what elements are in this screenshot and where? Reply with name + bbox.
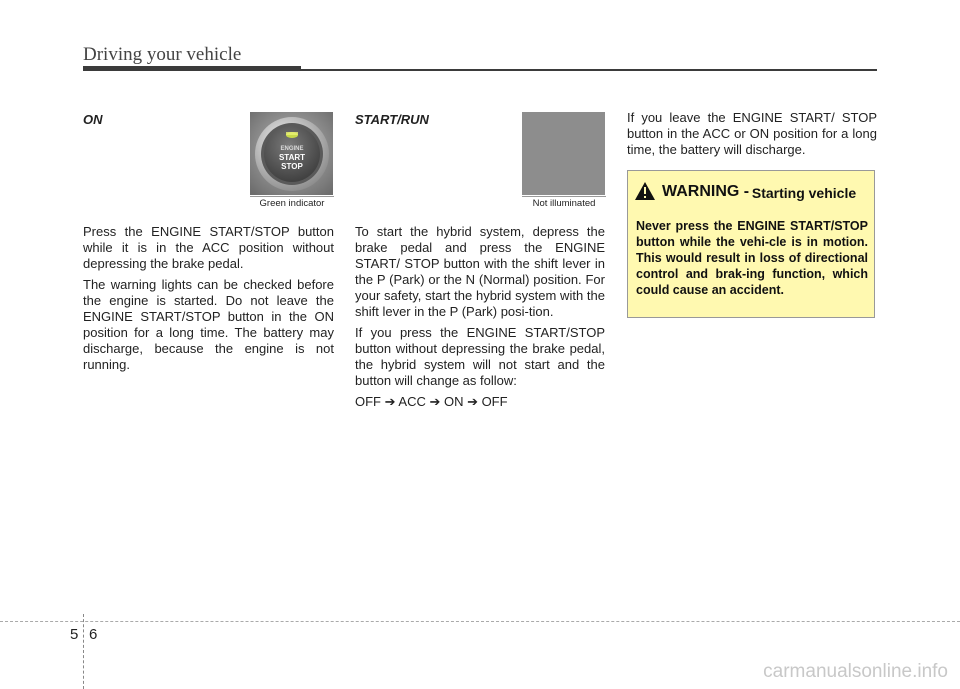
warning-subtitle: Starting vehicle — [751, 185, 857, 201]
warning-box — [627, 170, 875, 318]
footer-divider — [83, 614, 84, 689]
button-label-line: START — [278, 153, 306, 162]
engine-start-button-icon — [250, 112, 333, 195]
paragraph: The warning lights can be checked before the engine is started. Do not leave the ENGINE START/STOP button in the ON position for a long time. The battery may discharge, because the engine is not running. — [83, 277, 334, 372]
section-heading-start-run: START/RUN — [355, 112, 429, 127]
header-rule-thick — [83, 66, 301, 71]
engine-button-image — [250, 112, 333, 195]
warning-word: WARNING - — [662, 183, 750, 200]
section-heading-on: ON — [83, 112, 103, 127]
paragraph: Press the ENGINE START/STOP button while it is in the ACC position without depressing the brake pedal. — [83, 224, 334, 271]
page-number: 6 — [89, 626, 98, 643]
header-rule-thin — [301, 69, 877, 71]
not-illuminated-image — [522, 112, 605, 195]
footer-rule — [0, 621, 960, 622]
caption-rule — [522, 196, 606, 197]
watermark: carmanualsonline.info — [763, 661, 948, 682]
paragraph: If you press the ENGINE START/STOP button without depressing the brake pedal, the hybrid system will not start and the button will change as follow: — [355, 325, 605, 388]
col2-body — [355, 224, 605, 415]
col3-body — [627, 110, 877, 163]
image-caption-not-illuminated: Not illuminated — [532, 198, 596, 209]
state-sequence: OFF ➔ ACC ➔ ON ➔ OFF — [355, 394, 508, 409]
paragraph: To start the hybrid system, depress the brake pedal and press the ENGINE START/ STOP button with the shift lever in the P (Park) or the N (Normal) position. For your safety, start the hybrid system with the shift lever in the P (Park) posi-tion. — [355, 224, 605, 319]
warning-triangle-icon — [634, 181, 656, 201]
paragraph: If you leave the ENGINE START/ STOP button in the ACC or ON position for a long time, the battery will discharge. — [627, 110, 877, 157]
chapter-number: 5 — [70, 626, 79, 643]
button-label-line: ENGINE — [280, 146, 304, 152]
col1-body — [83, 224, 334, 378]
image-caption-green: Green indicator — [259, 198, 325, 209]
warning-text: Never press the ENGINE START/STOP button while the vehi-cle is in motion. This would result in loss of directional control and brak-ing function, which could cause an accident. — [636, 219, 868, 297]
button-label-line: STOP — [281, 162, 303, 171]
page-header-title: Driving your vehicle — [83, 44, 242, 65]
caption-rule — [250, 196, 334, 197]
